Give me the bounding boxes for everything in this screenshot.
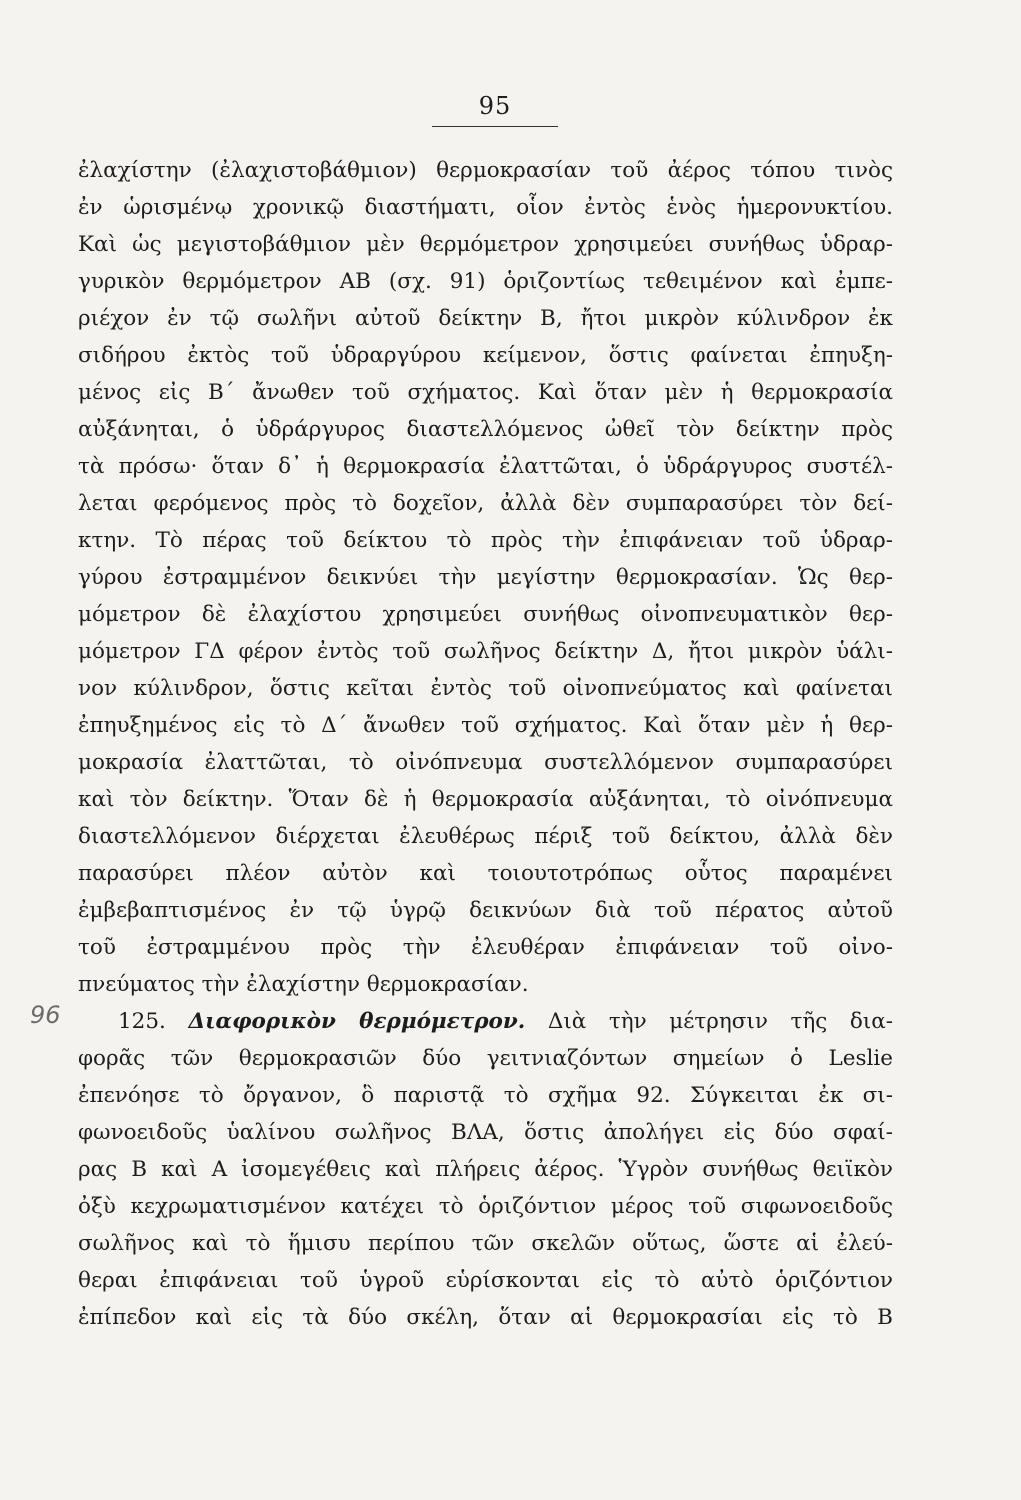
text-line: λεται φερόμενος πρὸς τὸ δοχεῖον, ἀλλὰ δὲν συμπαρασύρει τὸν δεί- bbox=[78, 491, 893, 516]
text-line: ἐμβεβαπτισμένος ἐν τῷ ὑγρῷ δεικνύων διὰ τοῦ πέρατος αὐτοῦ bbox=[78, 898, 893, 923]
text-line: ἐλαχίστην (ἐλαχιστοβάθμιον) θερμοκρασίαν τοῦ ἀέρος τόπου τινὸς bbox=[78, 158, 893, 183]
page-number: 95 bbox=[478, 92, 512, 120]
text-line: γύρου ἐστραμμένον δεικνύει τὴν μεγίστην θερμοκρασίαν. Ὡς θερ- bbox=[78, 565, 893, 590]
text-line: ἐν ὡρισμένῳ χρονικῷ διαστήματι, οἷον ἐντὸς ἑνὸς ἡμερονυκτίου. bbox=[78, 195, 893, 220]
text-line: ρας Β καὶ Α ἰσομεγέθεις καὶ πλήρεις ἀέρος. Ὑγρὸν συνήθως θειϊκὸν bbox=[78, 1157, 893, 1182]
text-line: ὀξὺ κεχρωματισμένον κατέχει τὸ ὁριζόντιον μέρος τοῦ σιφωνοειδοῦς bbox=[78, 1194, 893, 1219]
text-line: τὰ πρόσω· ὅταν δ᾽ ἡ θερμοκρασία ἐλαττῶται, ὁ ὑδράργυρος συστέλ- bbox=[78, 454, 893, 479]
text-line: σιδήρου ἐκτὸς τοῦ ὑδραργύρου κείμενον, ὅστις φαίνεται ἐπηυξη- bbox=[78, 343, 893, 368]
section-heading-line bbox=[78, 1003, 893, 1040]
text-line: σωλῆνος καὶ τὸ ἥμισυ περίπου τῶν σκελῶν οὕτως, ὥστε αἱ ἐλεύ- bbox=[78, 1231, 893, 1256]
text-line: κτην. Τὸ πέρας τοῦ δείκτου τὸ πρὸς τὴν ἐπιφάνειαν τοῦ ὑδραρ- bbox=[78, 528, 893, 553]
text-line: μοκρασία ἐλαττῶται, τὸ οἰνόπνευμα συστελλόμενον συμπαρασύρει bbox=[78, 750, 893, 775]
body-text bbox=[78, 152, 893, 1336]
text-line: διαστελλόμενον διέρχεται ἐλευθέρως πέριξ τοῦ δείκτου, ἀλλὰ δὲν bbox=[78, 824, 893, 849]
text-line: νον κύλινδρον, ὅστις κεῖται ἐντὸς τοῦ οἰνοπνεύματος καὶ φαίνεται bbox=[78, 676, 893, 701]
text-line: Καὶ ὡς μεγιστοβάθμιον μὲν θερμόμετρον χρησιμεύει συνήθως ὑδραρ- bbox=[78, 232, 893, 257]
text-line: θεραι ἐπιφάνειαι τοῦ ὑγροῦ εὑρίσκονται εἰς τὸ αὐτὸ ὁριζόντιον bbox=[78, 1268, 893, 1293]
text-line: ἐπηυξημένος εἰς τὸ Δ΄ ἄνωθεν τοῦ σχήματος. Καὶ ὅταν μὲν ἡ θερ- bbox=[78, 713, 893, 738]
margin-note: 96 bbox=[30, 1001, 61, 1029]
text-line: ριέχον ἐν τῷ σωλῆνι αὐτοῦ δείκτην Β, ἤτοι μικρὸν κύλινδρον ἐκ bbox=[78, 306, 893, 331]
text-line: ἐπίπεδον καὶ εἰς τὰ δύο σκέλη, ὅταν αἱ θερμοκρασίαι εἰς τὸ Β bbox=[78, 1305, 893, 1330]
text-line: μόμετρον ΓΔ φέρον ἐντὸς τοῦ σωλῆνος δείκτην Δ, ἤτοι μικρὸν ὑάλι- bbox=[78, 639, 893, 664]
text-line: ἐπενόησε τὸ ὄργανον, ὃ παριστᾷ τὸ σχῆμα 92. Σύγκειται ἐκ σι- bbox=[78, 1083, 893, 1108]
text-line: πνεύματος τὴν ἐλαχίστην θερμοκρασίαν. bbox=[78, 972, 529, 997]
text-line: μένος εἰς Β΄ ἄνωθεν τοῦ σχήματος. Καὶ ὅταν μὲν ἡ θερμοκρασία bbox=[78, 380, 893, 405]
text-line: φορᾶς τῶν θερμοκρασιῶν δύο γειτνιαζόντων σημείων ὁ Leslie bbox=[78, 1046, 893, 1071]
section-first-line: Διὰ τὴν μέτρησιν τῆς δια- bbox=[547, 1009, 893, 1034]
text-line: μόμετρον δὲ ἐλαχίστου χρησιμεύει συνήθως οἰνοπνευματικὸν θερ- bbox=[78, 602, 893, 627]
text-line: αὐξάνηται, ὁ ὑδράργυρος διαστελλόμενος ὠθεῖ τὸν δείκτην πρὸς bbox=[78, 417, 893, 442]
text-line: φωνοειδοῦς ὑαλίνου σωλῆνος ΒΛΑ, ὅστις ἀπολήγει εἰς δύο σφαί- bbox=[78, 1120, 893, 1145]
text-line: γυρικὸν θερμόμετρον ΑΒ (σχ. 91) ὁριζοντίως τεθειμένον καὶ ἐμπε- bbox=[78, 269, 893, 294]
header-rule bbox=[432, 126, 558, 127]
text-line: παρασύρει πλέον αὐτὸν καὶ τοιουτοτρόπως οὗτος παραμένει bbox=[78, 861, 893, 886]
text-line: καὶ τὸν δείκτην. Ὅταν δὲ ἡ θερμοκρασία αὐξάνηται, τὸ οἰνόπνευμα bbox=[78, 787, 893, 812]
section-number: 125. bbox=[118, 1009, 166, 1034]
section-title: Διαφορικὸν θερμόμετρον. bbox=[188, 1009, 526, 1034]
text-line: τοῦ ἐστραμμένου πρὸς τὴν ἐλευθέραν ἐπιφάνειαν τοῦ οἰνο- bbox=[78, 935, 893, 960]
